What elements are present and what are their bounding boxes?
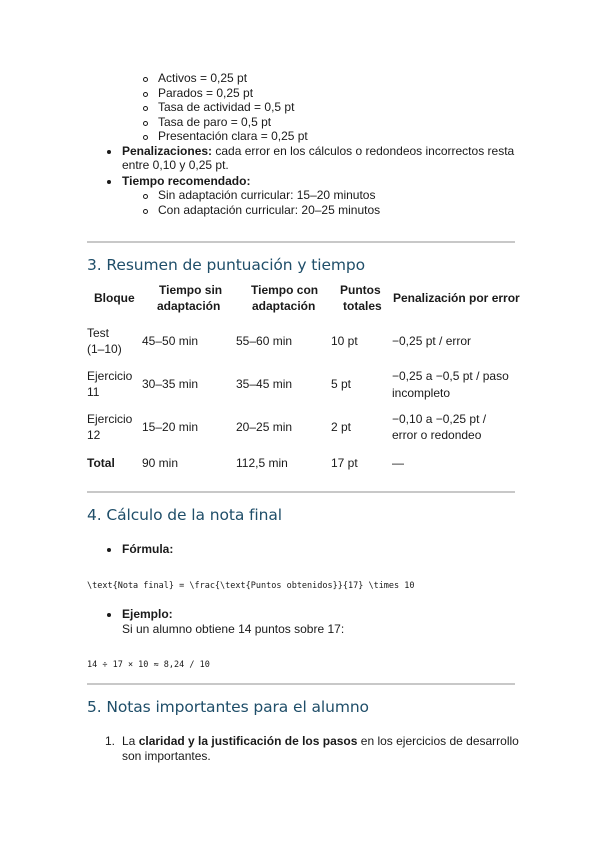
penalizaciones-item [122, 144, 514, 159]
divider [87, 241, 515, 243]
circle-bullet-icon [143, 92, 148, 97]
tiempo-label: Tiempo recomendado: [122, 174, 251, 188]
cell-con: 20–25 min [236, 420, 293, 434]
header-con-2: adaptación [252, 299, 316, 313]
cell-sin: 30–35 min [142, 377, 199, 391]
notes-item-1-cont: son importantes. [122, 749, 211, 763]
circle-bullet-icon [143, 106, 148, 111]
cell-penal-cont: incompleto [392, 386, 451, 400]
header-bloque: Bloque [94, 291, 135, 305]
cell-puntos: 5 pt [331, 377, 352, 391]
cell-bloque-cont: 11 [87, 385, 100, 399]
cell-penal: −0,25 a −0,5 pt / paso [392, 369, 509, 383]
cell-con: 55–60 min [236, 334, 293, 348]
header-puntos-1: Puntos [340, 283, 381, 297]
divider [87, 491, 515, 493]
notes-item-1-pre: La [122, 734, 139, 748]
header-penalizacion: Penalización por error [393, 291, 520, 305]
notes-item-1-bold: claridad y la justificación de los pasos [138, 734, 358, 748]
cell-penal: −0,10 a −0,25 pt / [392, 412, 487, 426]
formula-label: Fórmula: [122, 542, 174, 556]
cell-puntos: 17 pt [331, 456, 358, 470]
cell-sin: 45–50 min [142, 334, 199, 348]
cell-sin: 90 min [142, 456, 179, 470]
ejemplo-text: Si un alumno obtiene 14 puntos sobre 17: [122, 622, 345, 636]
cell-bloque: Ejercicio [87, 369, 133, 383]
cell-puntos: 10 pt [331, 334, 358, 348]
bullet-icon [107, 548, 111, 552]
notes-item-1 [122, 734, 519, 749]
formula-code: \text{Nota final} = \frac{\text{Puntos obtenidos}}{17} \times 10 [87, 581, 415, 591]
list-item: Con adaptación curricular: 20–25 minutos [158, 203, 381, 217]
section-4-title: 4. Cálculo de la nota final [87, 506, 282, 524]
list-item: Activos = 0,25 pt [158, 71, 248, 85]
header-sin-2: adaptación [157, 299, 221, 313]
penalizaciones-label: Penalizaciones: [122, 144, 213, 158]
circle-bullet-icon [143, 135, 148, 140]
divider [87, 683, 515, 685]
ejemplo-label: Ejemplo: [122, 607, 173, 621]
list-number: 1. [105, 734, 116, 748]
penalizaciones-text-cont: entre 0,10 y 0,25 pt. [122, 158, 229, 172]
notes-item-1-post: en los ejercicios de desarrollo [357, 734, 519, 748]
list-item: Parados = 0,25 pt [158, 86, 254, 100]
circle-bullet-icon [143, 121, 148, 126]
list-item: Sin adaptación curricular: 15–20 minutos [158, 188, 376, 202]
cell-total-label: Total [87, 456, 115, 470]
section-5-title: 5. Notas importantes para el alumno [87, 698, 369, 716]
cell-con: 112,5 min [236, 456, 288, 470]
cell-bloque-cont: (1–10) [87, 342, 122, 356]
bullet-icon [107, 613, 111, 617]
cell-penal-cont: error o redondeo [392, 428, 482, 442]
bullet-icon [107, 150, 111, 154]
circle-bullet-icon [143, 77, 148, 82]
header-sin-1: Tiempo sin [159, 283, 223, 297]
bullet-icon [107, 180, 111, 184]
cell-bloque-cont: 12 [87, 428, 101, 442]
circle-bullet-icon [143, 209, 148, 214]
header-con-1: Tiempo con [251, 283, 319, 297]
list-item: Presentación clara = 0,25 pt [158, 129, 308, 143]
circle-bullet-icon [143, 194, 148, 199]
cell-penal: −0,25 pt / error [392, 334, 472, 348]
cell-bloque: Test [87, 326, 110, 340]
section-3-title: 3. Resumen de puntuación y tiempo [87, 256, 366, 274]
cell-sin: 15–20 min [142, 420, 199, 434]
cell-con: 35–45 min [236, 377, 293, 391]
cell-penal: — [392, 456, 404, 470]
penalizaciones-text: cada error en los cálculos o redondeos incorrectos resta [212, 144, 515, 158]
list-item: Tasa de actividad = 0,5 pt [158, 100, 295, 114]
cell-bloque: Ejercicio [87, 412, 133, 426]
ejemplo-code: 14 ÷ 17 × 10 ≈ 8,24 / 10 [87, 660, 210, 670]
header-puntos-2: totales [343, 299, 382, 313]
cell-puntos: 2 pt [331, 420, 352, 434]
list-item: Tasa de paro = 0,5 pt [158, 115, 272, 129]
